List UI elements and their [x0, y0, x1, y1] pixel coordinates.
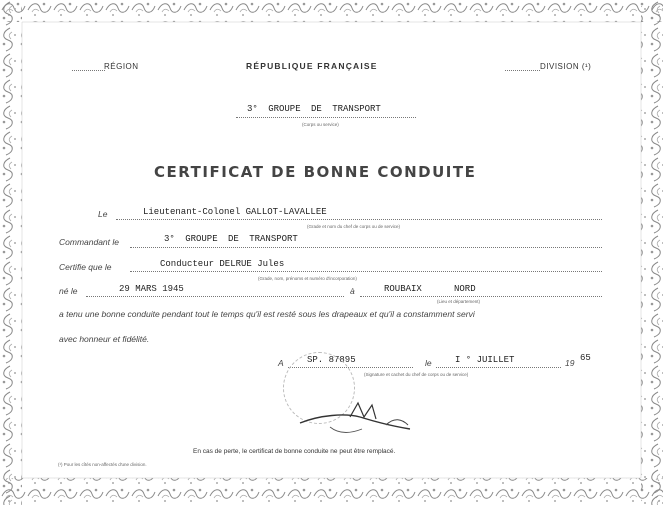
commandant-value: 3° GROUPE DE TRANSPORT [164, 234, 298, 244]
footnote: (¹) Pour les cîtés non-affectés d'une division. [58, 462, 147, 467]
soldier-caption: (Grade, nom, prénoms et numéro d'incorporation) [258, 276, 357, 281]
place-caption: (Lieu et département) [437, 299, 481, 304]
unit-caption: (Corps ou service) [302, 122, 339, 127]
soldier-dots [130, 271, 602, 272]
region-label: RÉGION [104, 62, 139, 71]
soldier-value: Conducteur DELRUE Jules [160, 259, 285, 269]
republic-heading: RÉPUBLIQUE FRANÇAISE [246, 61, 378, 71]
sign-date-dots [436, 367, 561, 368]
region-dots [72, 70, 105, 71]
unit-dots [236, 117, 416, 118]
division-dots [505, 70, 540, 71]
body-line-1: a tenu une bonne conduite pendant tout le temps qu'il est resté sous les drapeaux et qu'il a constamment servi [59, 309, 475, 319]
ne-label: né le [59, 286, 78, 296]
birth-place-dots [360, 296, 602, 297]
chief-value: Lieutenant-Colonel GALLOT-LAVALLEE [143, 207, 327, 217]
chief-dots [116, 219, 602, 220]
commandant-dots [130, 247, 602, 248]
a-label: à [350, 286, 355, 296]
le-label: Le [98, 209, 108, 219]
birth-date-dots [86, 296, 344, 297]
loss-notice: En cas de perte, le certificat de bonne conduite ne peut être remplacé. [193, 448, 396, 455]
sign-year-prefix: 19 [565, 358, 575, 368]
signature-scribble [290, 395, 420, 445]
sign-a-label: A [278, 358, 284, 368]
birth-place: ROUBAIX [384, 284, 422, 294]
birth-dept: NORD [454, 284, 476, 294]
birth-date: 29 MARS 1945 [119, 284, 184, 294]
sign-le-label: le [425, 358, 432, 368]
division-label: DIVISION (¹) [540, 62, 592, 71]
sign-place: SP. 87895 [307, 355, 356, 365]
certificate-title: CERTIFICAT DE BONNE CONDUITE [154, 163, 477, 181]
certifie-label: Certifie que le [59, 262, 112, 272]
sign-year-suffix: 65 [580, 353, 591, 363]
chief-caption: (Grade et nom du chef de corps ou de service) [307, 224, 401, 229]
body-line-2: avec honneur et fidélité. [59, 334, 150, 344]
sign-date: I ° JUILLET [455, 355, 515, 365]
unit-name: 3° GROUPE DE TRANSPORT [247, 104, 381, 114]
sign-caption: (Signature et cachet du chef de corps ou de service) [364, 372, 469, 377]
commandant-label: Commandant le [59, 237, 120, 247]
